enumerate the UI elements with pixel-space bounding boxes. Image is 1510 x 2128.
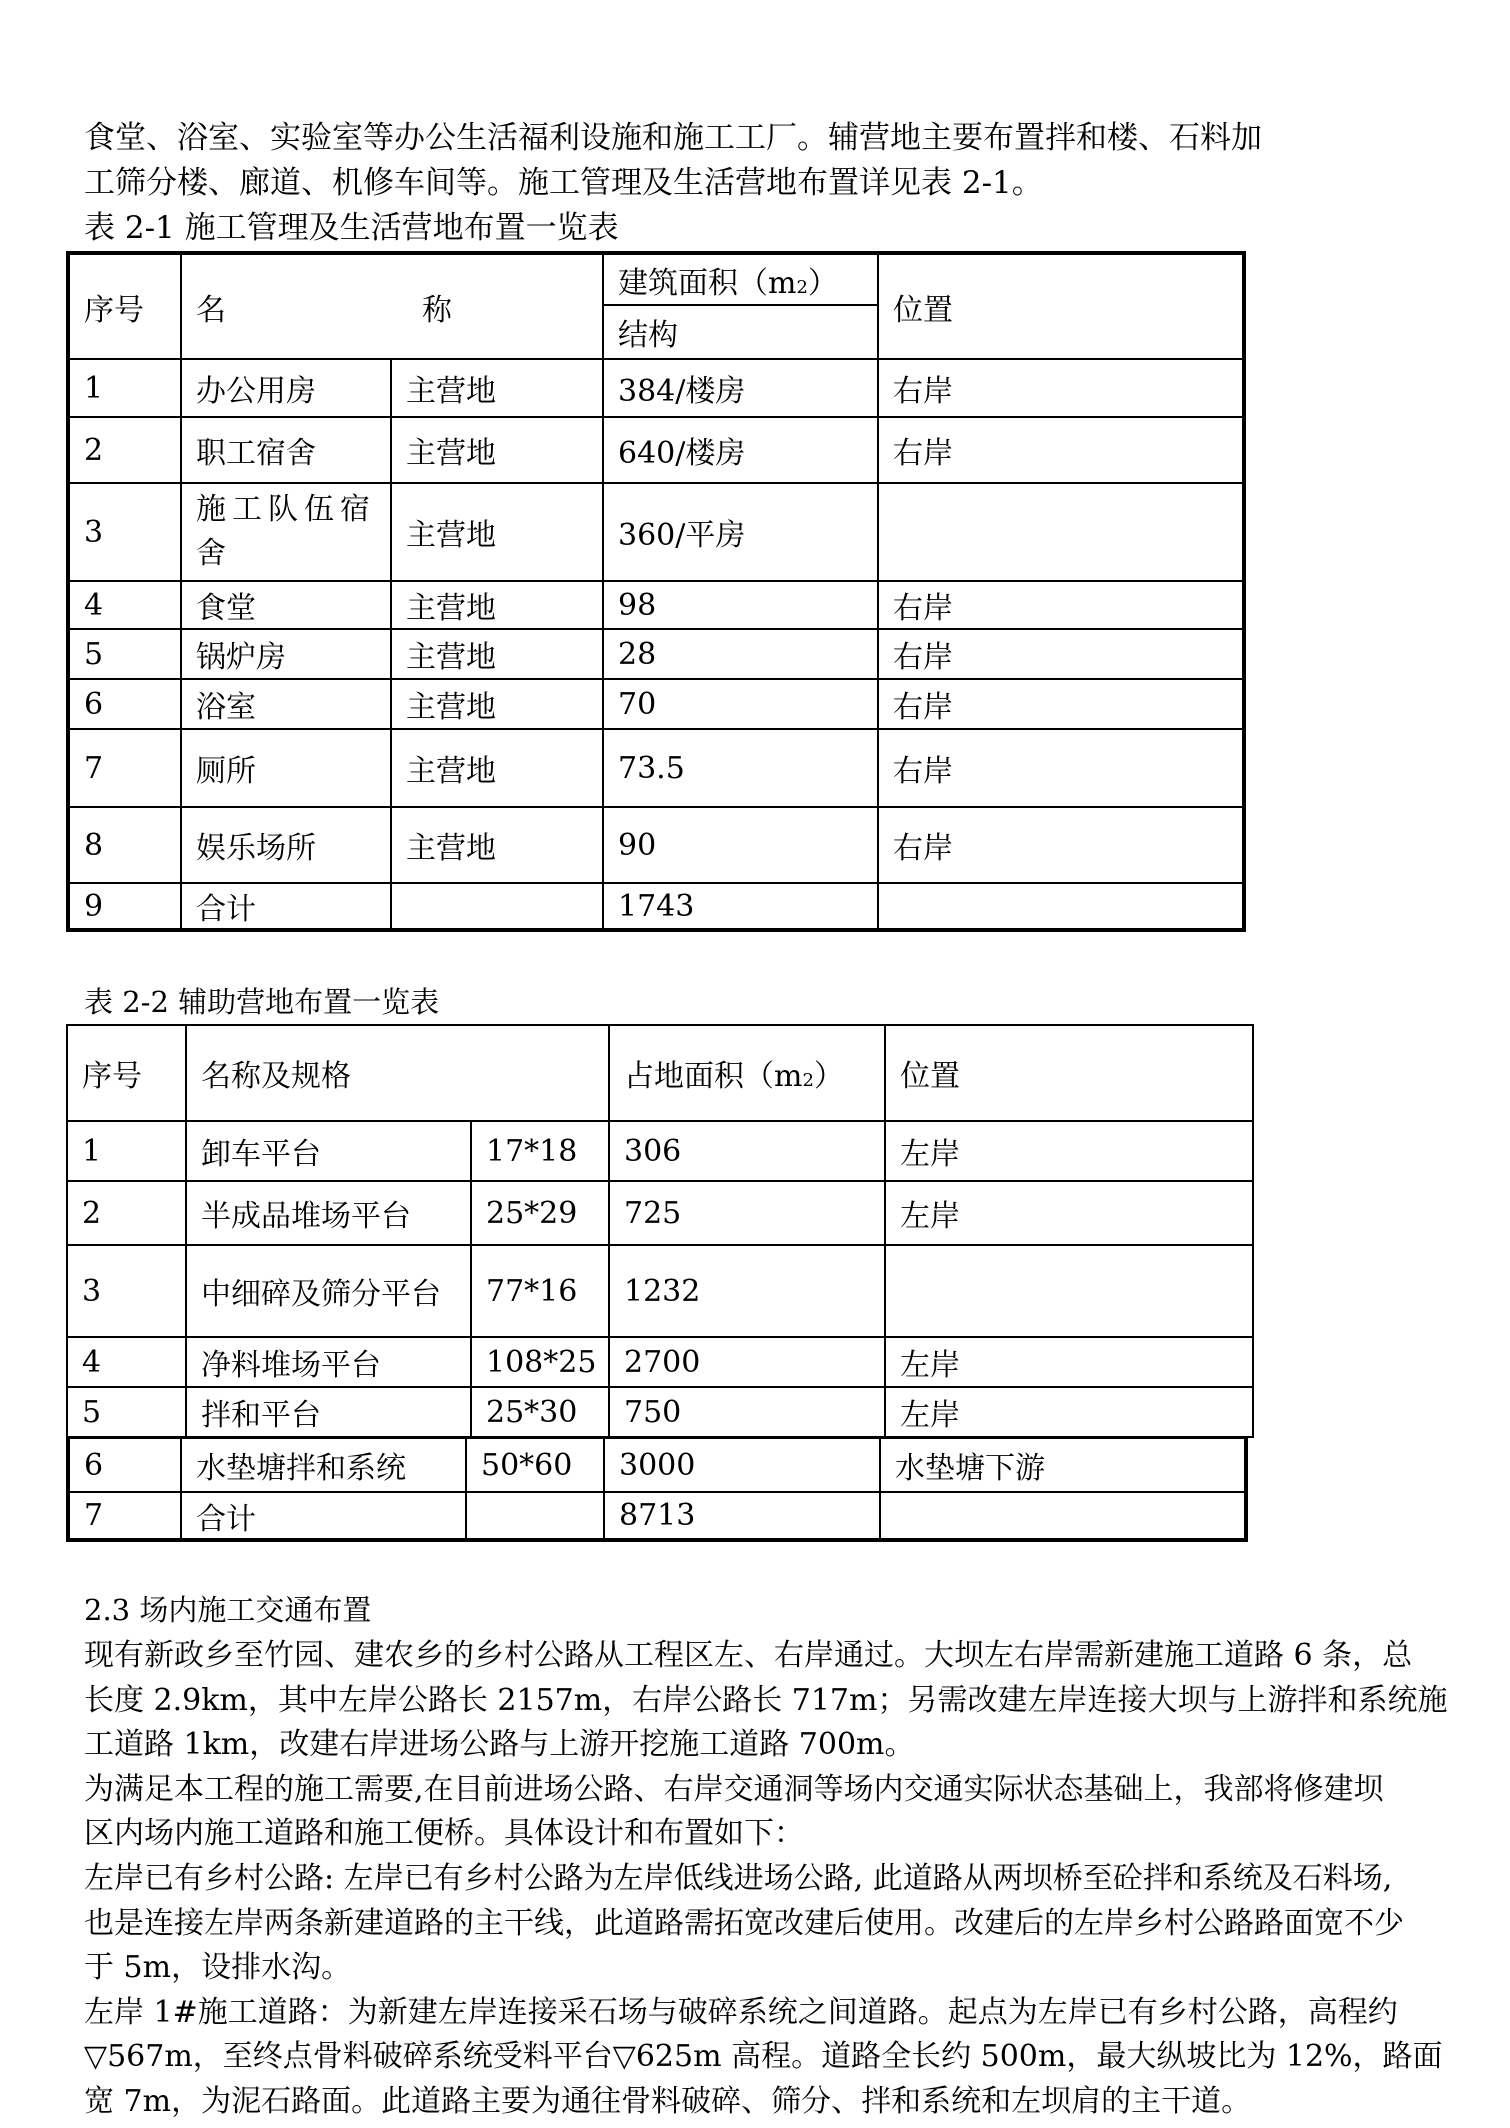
cell-spec: 108*25 [471,1337,609,1387]
cell-position: 左岸 [885,1337,1253,1387]
header-name [181,253,603,359]
cell-site [391,883,603,930]
cell-spec: 17*18 [471,1121,609,1181]
cell-position: 左岸 [885,1181,1253,1245]
cell-site: 主营地 [391,483,603,581]
cell-area: 360/平房 [603,483,878,581]
cell-no: 3 [68,483,181,581]
cell-area: 725 [609,1181,885,1245]
text-line: 现有新政乡至竹园、建农乡的乡村公路从工程区左、右岸通过。大坝左右岸需新建施工道路 6 条，总 [84,1638,1413,1673]
header-structure: 结构 [603,305,878,359]
cell-name: 办公用房 [181,359,391,417]
cell-position: 右岸 [878,417,1244,483]
cell-position [880,1492,1246,1540]
text-line: 工道路 1km，改建右岸进场公路与上游开挖施工道路 700m。 [84,1727,915,1763]
table-row [67,1387,1253,1437]
section-body [84,1634,1448,2125]
cell-no: 1 [67,1121,186,1181]
header-no: 序号 [67,1025,186,1121]
table-row [68,483,1244,581]
cell-name: 净料堆场平台 [186,1337,471,1387]
header-area-text: 占地面积（m [624,1059,803,1094]
cell-position [885,1245,1253,1337]
text-line: 左岸 1#施工道路：为新建左岸连接采石场与破碎系统之间道路。起点为左岸已有乡村公路，高程约 [84,1994,1398,2030]
cell-position: 右岸 [878,629,1244,679]
table-row [68,807,1244,883]
text-line: 宽 7m，为泥石路面。此道路主要为通往骨料破碎、筛分、拌和系统和左坝肩的主干道。 [84,2083,1252,2119]
cell-no: 4 [67,1337,186,1387]
header-area-text: 建筑面积（m [618,265,797,301]
cell-name: 施工队伍宿舍 [181,483,391,581]
text-line: 为满足本工程的施工需要,在目前进场公路、右岸交通洞等场内交通实际状态基础上，我部将修建坝 [84,1771,1384,1807]
cell-name: 厕所 [181,729,391,807]
cell-spec [466,1492,604,1540]
cell-name: 食堂 [181,581,391,629]
header-position: 位置 [878,253,1244,359]
table-row [67,1337,1253,1387]
table-row [67,1121,1253,1181]
table-row [67,1181,1253,1245]
text-line: 左岸已有乡村公路: 左岸已有乡村公路为左岸低线进场公路, 此道路从两坝桥至砼拌和系统及石料场, [84,1860,1393,1896]
cell-position: 右岸 [878,679,1244,729]
header-area [609,1025,885,1121]
cell-spec: 25*30 [471,1387,609,1437]
cell-name: 浴室 [181,679,391,729]
text-line: 长度 2.9km，其中左岸公路长 2157m，右岸公路长 717m；另需改建左岸连接大坝与上游拌和系统施 [84,1682,1448,1718]
section-heading: 2.3 场内施工交通布置 [84,1593,372,1627]
cell-site: 主营地 [391,679,603,729]
table-row [68,1492,1246,1540]
table1-caption: 表 2-1 施工管理及生活营地布置一览表 [84,210,619,246]
header-area-close: ） [807,265,838,301]
cell-site: 主营地 [391,417,603,483]
camp-layout-table [66,251,1246,932]
auxiliary-camp-table-continued [66,1437,1248,1542]
header-area-close: ） [813,1059,844,1094]
cell-no: 6 [68,1438,181,1492]
cell-name: 锅炉房 [181,629,391,679]
cell-name: 拌和平台 [186,1387,471,1437]
cell-area: 1743 [603,883,878,930]
cell-spec: 50*60 [466,1438,604,1492]
cell-area: 70 [603,679,878,729]
header-area-unit: 2 [796,276,808,298]
text-line: 于 5m，设排水沟。 [84,1950,352,1986]
cell-area: 98 [603,581,878,629]
cell-site: 主营地 [391,629,603,679]
cell-position: 右岸 [878,581,1244,629]
table-row [68,359,1244,417]
table-header-row [67,1025,1253,1121]
cell-site: 主营地 [391,581,603,629]
text-line: 食堂、浴室、实验室等办公生活福利设施和施工工厂。辅营地主要布置拌和楼、石料加 [84,120,1262,156]
header-area [603,253,878,305]
cell-no: 5 [67,1387,186,1437]
cell-no: 7 [68,729,181,807]
table-row [68,417,1244,483]
cell-area: 90 [603,807,878,883]
cell-name: 娱乐场所 [181,807,391,883]
text-line: 工筛分楼、廊道、机修车间等。施工管理及生活营地布置详见表 2-1。 [84,165,1043,201]
cell-position: 右岸 [878,359,1244,417]
cell-no: 4 [68,581,181,629]
header-area-unit: 2 [802,1070,814,1091]
cell-position [878,483,1244,581]
cell-no: 6 [68,679,181,729]
cell-no: 9 [68,883,181,930]
cell-name: 中细碎及筛分平台 [186,1245,471,1337]
cell-position: 右岸 [878,729,1244,807]
header-name-b: 称 [422,292,452,328]
text-line: 也是连接左岸两条新建道路的主干线，此道路需拓宽改建后使用。改建后的左岸乡村公路路面宽不少 [84,1905,1404,1941]
cell-name: 合计 [181,883,391,930]
table-row [68,729,1244,807]
cell-position: 水垫塘下游 [880,1438,1246,1492]
cell-no: 5 [68,629,181,679]
table-header-row [68,253,1244,305]
cell-area: 73.5 [603,729,878,807]
cell-name: 合计 [181,1492,466,1540]
cell-area: 306 [609,1121,885,1181]
text-line: ▽567m，至终点骨料破碎系统受料平台▽625m 高程。道路全长约 500m，最大纵坡比为 12%，路面 [84,2039,1443,2075]
table2-caption: 表 2-2 辅助营地布置一览表 [84,985,440,1019]
cell-spec: 25*29 [471,1181,609,1245]
text-line: 区内场内施工道路和施工便桥。具体设计和布置如下： [84,1816,804,1852]
auxiliary-camp-table [66,1024,1254,1438]
cell-area: 28 [603,629,878,679]
table-row [68,679,1244,729]
cell-no: 7 [68,1492,181,1540]
table-row [67,1245,1253,1337]
header-name-a: 名 [196,292,226,328]
table-row [68,1438,1246,1492]
cell-name: 半成品堆场平台 [186,1181,471,1245]
cell-no: 8 [68,807,181,883]
cell-position: 右岸 [878,807,1244,883]
cell-area: 384/楼房 [603,359,878,417]
table-row [68,629,1244,679]
intro-paragraph [84,116,1444,206]
table-row [68,883,1244,930]
cell-area: 640/楼房 [603,417,878,483]
cell-area: 2700 [609,1337,885,1387]
cell-position: 左岸 [885,1387,1253,1437]
cell-position: 左岸 [885,1121,1253,1181]
cell-name: 水垫塘拌和系统 [181,1438,466,1492]
cell-name: 卸车平台 [186,1121,471,1181]
cell-area: 8713 [604,1492,880,1540]
cell-no: 1 [68,359,181,417]
cell-no: 2 [68,417,181,483]
header-no: 序号 [68,253,181,359]
cell-area: 1232 [609,1245,885,1337]
cell-site: 主营地 [391,729,603,807]
cell-spec: 77*16 [471,1245,609,1337]
table-row [68,581,1244,629]
cell-no: 3 [67,1245,186,1337]
cell-site: 主营地 [391,807,603,883]
header-name-spec: 名称及规格 [186,1025,609,1121]
header-position: 位置 [885,1025,1253,1121]
cell-position [878,883,1244,930]
cell-area: 3000 [604,1438,880,1492]
cell-no: 2 [67,1181,186,1245]
cell-site: 主营地 [391,359,603,417]
cell-area: 750 [609,1387,885,1437]
cell-name: 职工宿舍 [181,417,391,483]
